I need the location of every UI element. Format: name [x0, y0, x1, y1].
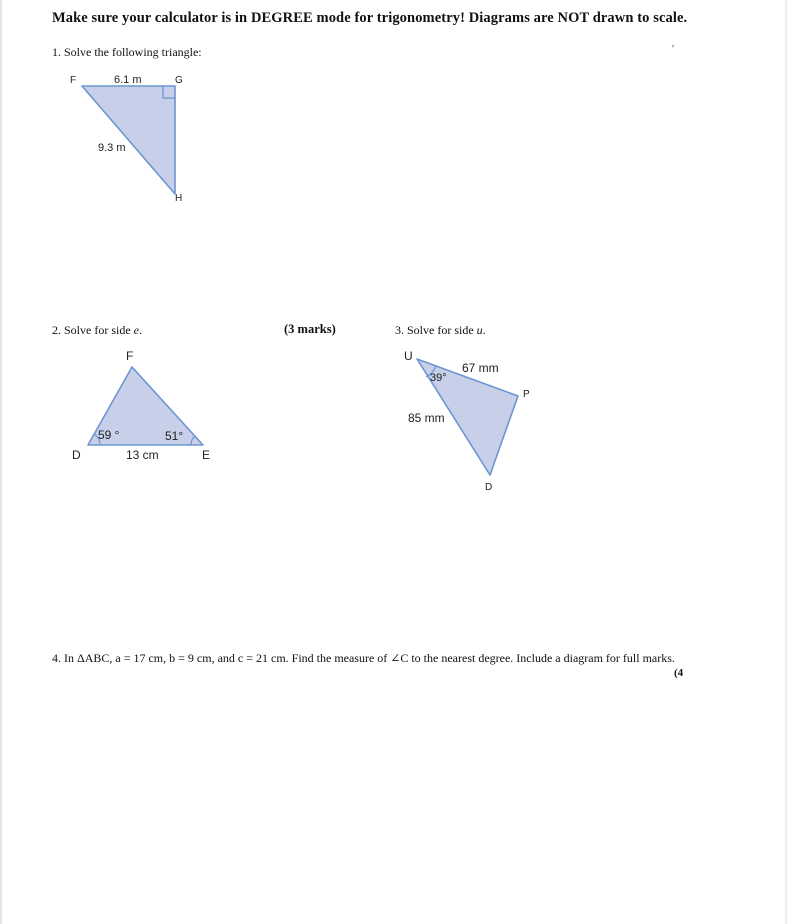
stray-mark: ′	[672, 44, 675, 55]
q1-side-fg-label: 6.1 m	[114, 74, 142, 86]
q2-vertex-f: F	[126, 349, 134, 363]
q2-marks: (3 marks)	[284, 322, 336, 336]
q3-suffix: .	[482, 323, 486, 337]
q1-vertex-g: G	[175, 75, 183, 86]
q2-variable: e	[133, 323, 139, 337]
question-4-prompt: 4. In ΔABC, a = 17 cm, b = 9 cm, and c = 21 cm. Find the measure of ∠C to the nearest degree. Include a diagram for full marks.	[52, 651, 675, 665]
q3-vertex-u: U	[404, 349, 413, 363]
q2-vertex-e: E	[202, 448, 211, 462]
q1-vertex-h: H	[175, 193, 183, 204]
q3-vertex-d: D	[485, 482, 493, 493]
q1-triangle-diagram	[60, 68, 200, 208]
q4-marks: (4	[674, 667, 684, 679]
q2-triangle-diagram	[66, 345, 226, 470]
question-2-prompt	[52, 323, 142, 338]
q3-prefix: 3. Solve for side	[395, 323, 477, 337]
q1-triangle	[82, 86, 175, 194]
page-edge-left	[0, 0, 2, 924]
q3-variable: u	[476, 323, 483, 337]
question-1-prompt: 1. Solve the following triangle:	[52, 45, 202, 59]
faint-marks-text	[678, 323, 681, 338]
q2-prefix: 2. Solve for side	[52, 323, 134, 337]
q1-vertex-f: F	[70, 75, 77, 86]
q2-side-de-label: 13 cm	[126, 448, 159, 462]
page-instruction: Make sure your calculator is in DEGREE mode for trigonometry! Diagrams are NOT drawn to scale.	[52, 10, 688, 26]
q2-suffix: .	[138, 323, 142, 337]
q2-angle-d-label: 59 °	[98, 428, 120, 442]
q3-side-up-label: 67 mm	[462, 361, 499, 375]
q2-vertex-d: D	[72, 448, 81, 462]
q3-vertex-p: P	[523, 389, 530, 400]
q3-side-ud-label: 85 mm	[408, 411, 445, 425]
q2-angle-e-label: 51°	[165, 429, 184, 443]
q3-triangle-diagram	[398, 345, 538, 495]
question-3-prompt	[395, 323, 486, 338]
q3-angle-u-label: 39°	[430, 372, 447, 384]
q1-side-fh-label: 9.3 m	[98, 142, 126, 154]
